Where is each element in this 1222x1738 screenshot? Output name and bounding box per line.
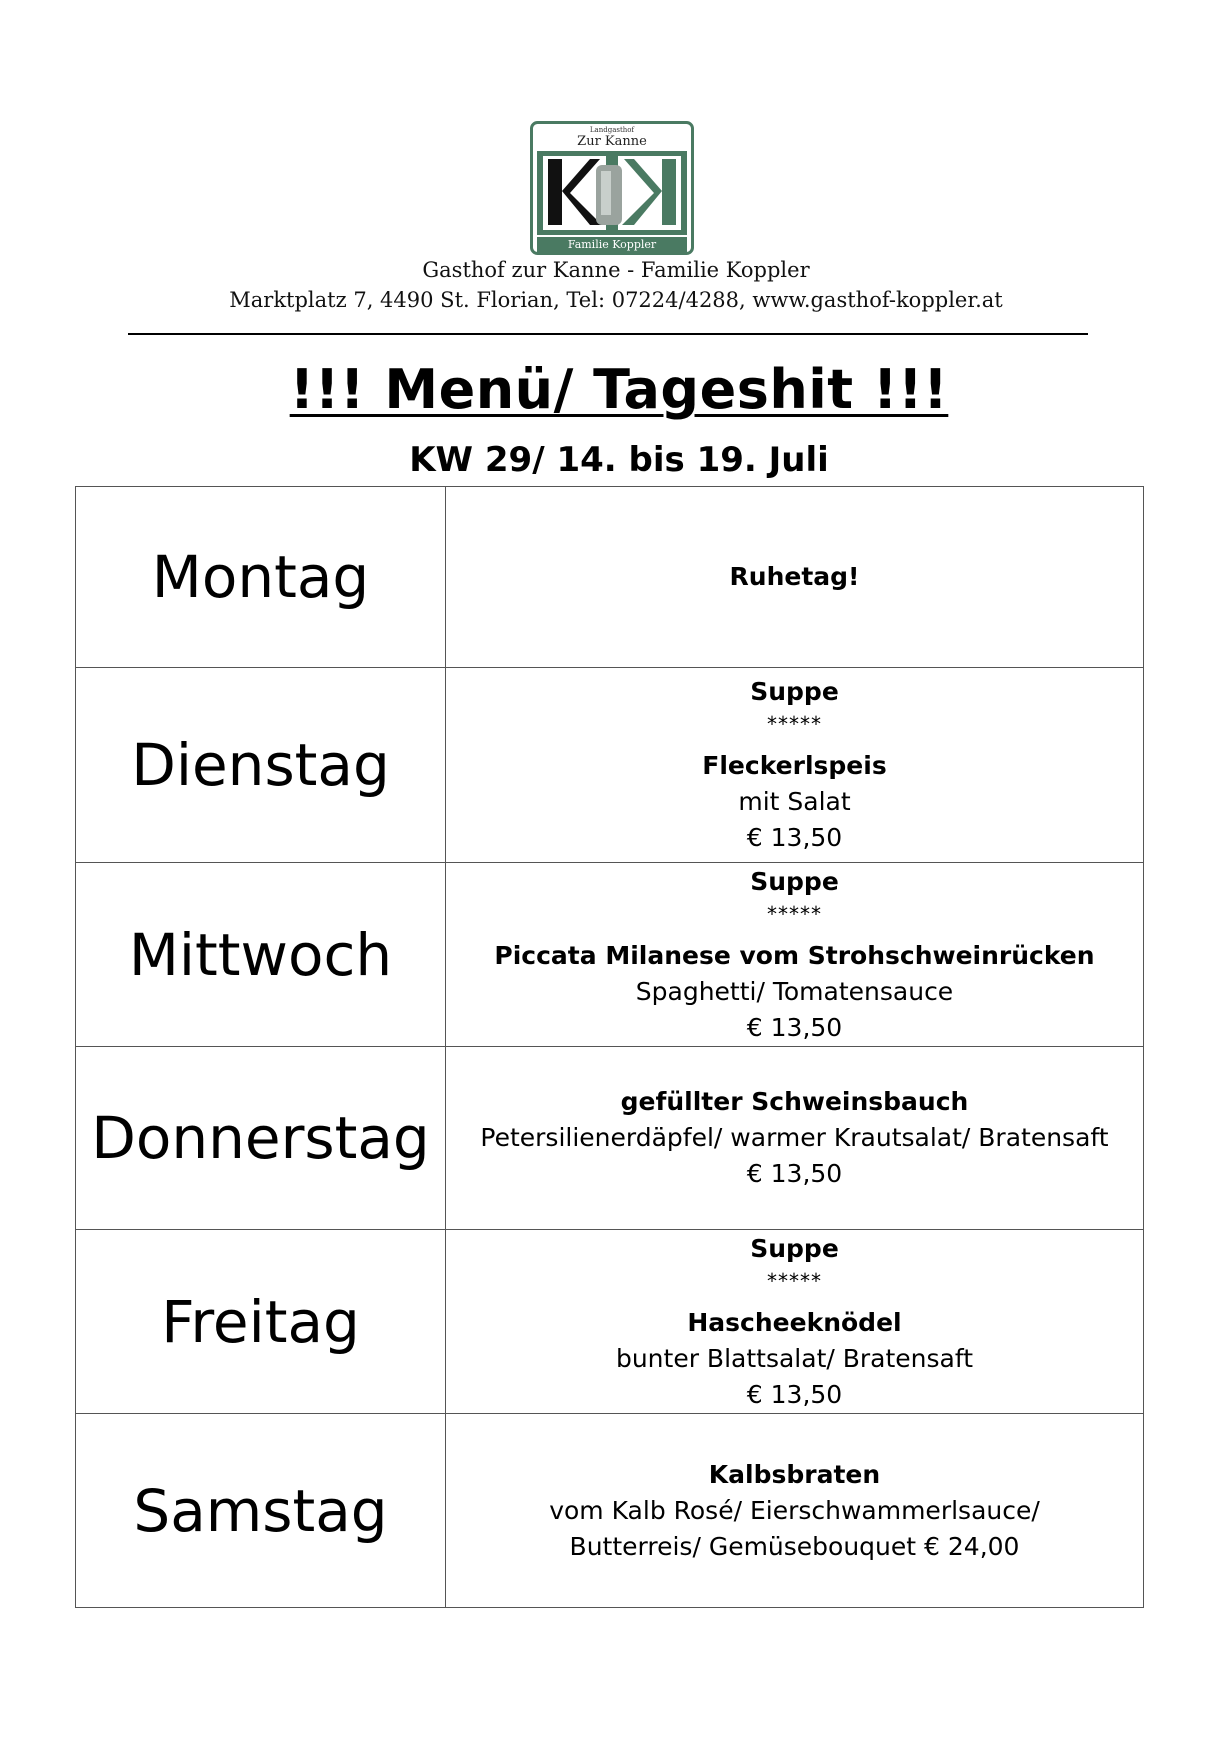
separator-stars: ***** [767, 1268, 822, 1293]
separator-stars: ***** [767, 901, 822, 926]
dish-detail: bunter Blattsalat/ Bratensaft [615, 1343, 974, 1373]
address-line-1: Gasthof zur Kanne - Familie Koppler [422, 258, 810, 282]
day-name: Freitag [76, 1230, 446, 1414]
dish-title: Suppe [750, 866, 839, 896]
logo-bottom-text: Familie Koppler [567, 238, 657, 251]
menu-row [76, 1230, 1144, 1414]
dish-cell [446, 487, 1144, 668]
menu-row [76, 1414, 1144, 1608]
menu-title: !!! Menü/ Tageshit !!! [289, 358, 949, 421]
dish-cell [446, 1047, 1144, 1230]
dish-title: Suppe [750, 1233, 839, 1263]
dish-cell [446, 863, 1144, 1047]
dish-title: Suppe [750, 677, 839, 706]
dish-detail: € 13,50 [746, 1012, 843, 1042]
dish-detail: € 13,50 [746, 1379, 843, 1409]
day-name: Samstag [76, 1414, 446, 1608]
dish-detail: Butterreis/ Gemüsebouquet € 24,00 [569, 1531, 1020, 1561]
dish-title: Kalbsbraten [708, 1459, 881, 1489]
dish-title: Hascheeknödel [687, 1307, 902, 1337]
day-name: Montag [76, 487, 446, 668]
day-name: Donnerstag [76, 1047, 446, 1230]
dish-title: gefüllter Schweinsbauch [620, 1087, 969, 1116]
dish-cell [446, 668, 1144, 863]
day-name: Dienstag [76, 668, 446, 863]
logo [530, 121, 694, 255]
menu-subtitle: KW 29/ 14. bis 19. Juli [409, 440, 829, 480]
dish-detail: € 13,50 [746, 1159, 843, 1188]
dish-detail: Petersilienerdäpfel/ warmer Krautsalat/ Bratensaft [480, 1123, 1109, 1152]
dish-title: Fleckerlspeis [702, 751, 887, 780]
dish-detail: mit Salat [738, 787, 851, 816]
dish-detail: Spaghetti/ Tomatensauce [635, 976, 954, 1006]
menu-row [76, 668, 1144, 863]
header-divider [128, 333, 1088, 335]
menu-row [76, 863, 1144, 1047]
day-name: Mittwoch [76, 863, 446, 1047]
menu-row [76, 487, 1144, 668]
logo-graphic [530, 121, 694, 255]
dish-title: Piccata Milanese vom Strohschweinrücken [494, 940, 1095, 970]
dish-detail: vom Kalb Rosé/ Eierschwammerlsauce/ [549, 1495, 1040, 1525]
separator-stars: ***** [767, 712, 822, 736]
dish-cell [446, 1414, 1144, 1608]
logo-name: Zur Kanne [577, 134, 647, 149]
dish-title: Ruhetag! [729, 562, 860, 591]
address-line-2: Marktplatz 7, 4490 St. Florian, Tel: 07224/4288, www.gasthof-koppler.at [229, 288, 1003, 312]
logo-top-text: Landgasthof [589, 126, 635, 134]
dish-cell [446, 1230, 1144, 1414]
weekly-menu-table [75, 486, 1144, 1608]
menu-row [76, 1047, 1144, 1230]
dish-detail: € 13,50 [746, 823, 843, 852]
